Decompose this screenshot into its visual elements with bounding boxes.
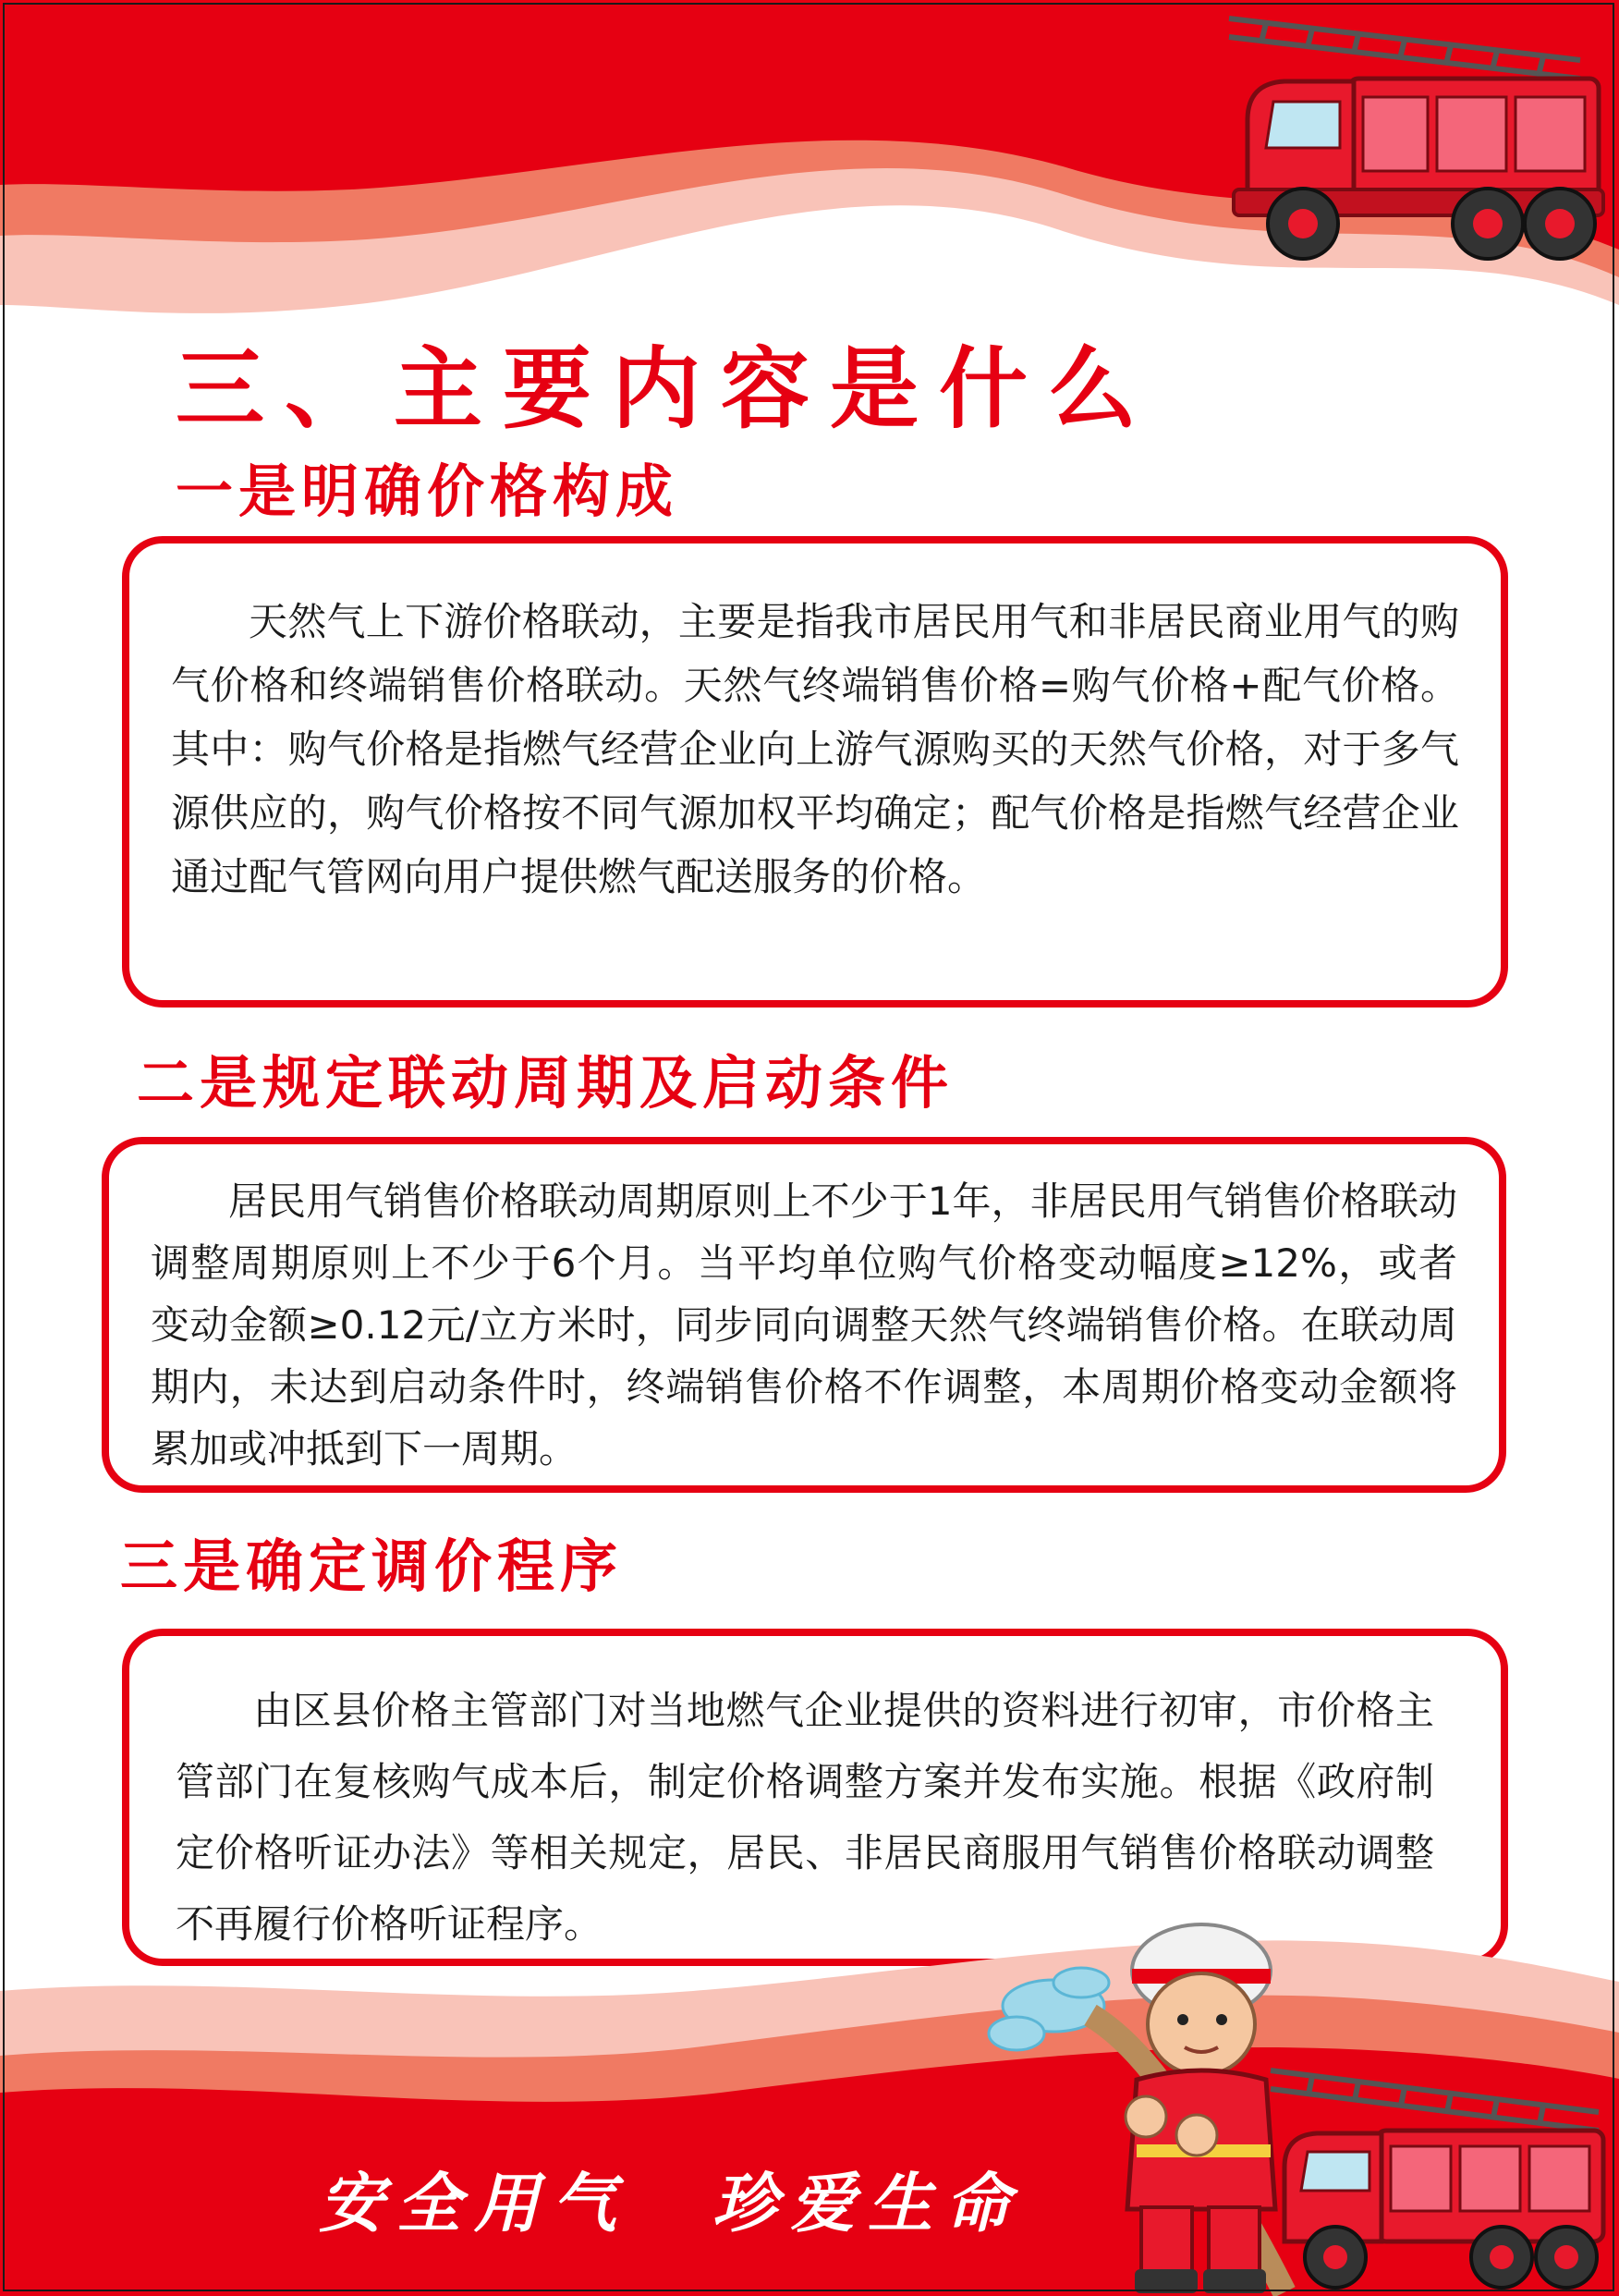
section-body: 由区县价格主管部门对当地燃气企业提供的资料进行初审，市价格主管部门在复核购气成本后，制定价格调整方案并发布实施。根据《政府制定价格听证办法》等相关规定，居民、非居民商服用气销售价格联动调整不再履行价格听证程序。: [176, 1688, 1434, 1947]
fire-truck-icon: [1211, 9, 1608, 277]
section-heading: 一是明确价格构成: [176, 458, 679, 525]
section-heading: 三是确定调价程序: [120, 1533, 624, 1600]
section-body: 居民用气销售价格联动周期原则上不少于1年，非居民用气销售价格联动调整周期原则上不少于6个月。当平均单位购气价格变动幅度≥12%，或者变动金额≥0.12元/立方米时，同步同向调整天然气终端销售价格。在联动周期内，未达到启动条件时，终端销售价格不作调整，本周期价格变动金额将累加或冲抵到下一周期。: [151, 1179, 1457, 1472]
content-box: [122, 536, 1508, 1008]
slogan-left: 安全用气: [319, 2166, 629, 2241]
section-heading: 二是规定联动周期及启动条件: [137, 1049, 955, 1117]
slogan-right: 珍爱生命: [712, 2166, 1023, 2241]
slogan: [319, 2152, 1023, 2245]
content-box: [102, 1137, 1506, 1493]
main-title: 三、主要内容是什么: [176, 337, 1157, 441]
firefighter-icon: [980, 1913, 1312, 2296]
section-body: 天然气上下游价格联动，主要是指我市居民用气和非居民商业用气的购气价格和终端销售价格联动。天然气终端销售价格=购气价格+配气价格。其中：购气价格是指燃气经营企业向上游气源购买的天然气价格，对于多气源供应的，购气价格按不同气源加权平均确定；配气价格是指燃气经营企业通过配气管网向用户提供燃气配送服务的价格。: [171, 599, 1459, 899]
